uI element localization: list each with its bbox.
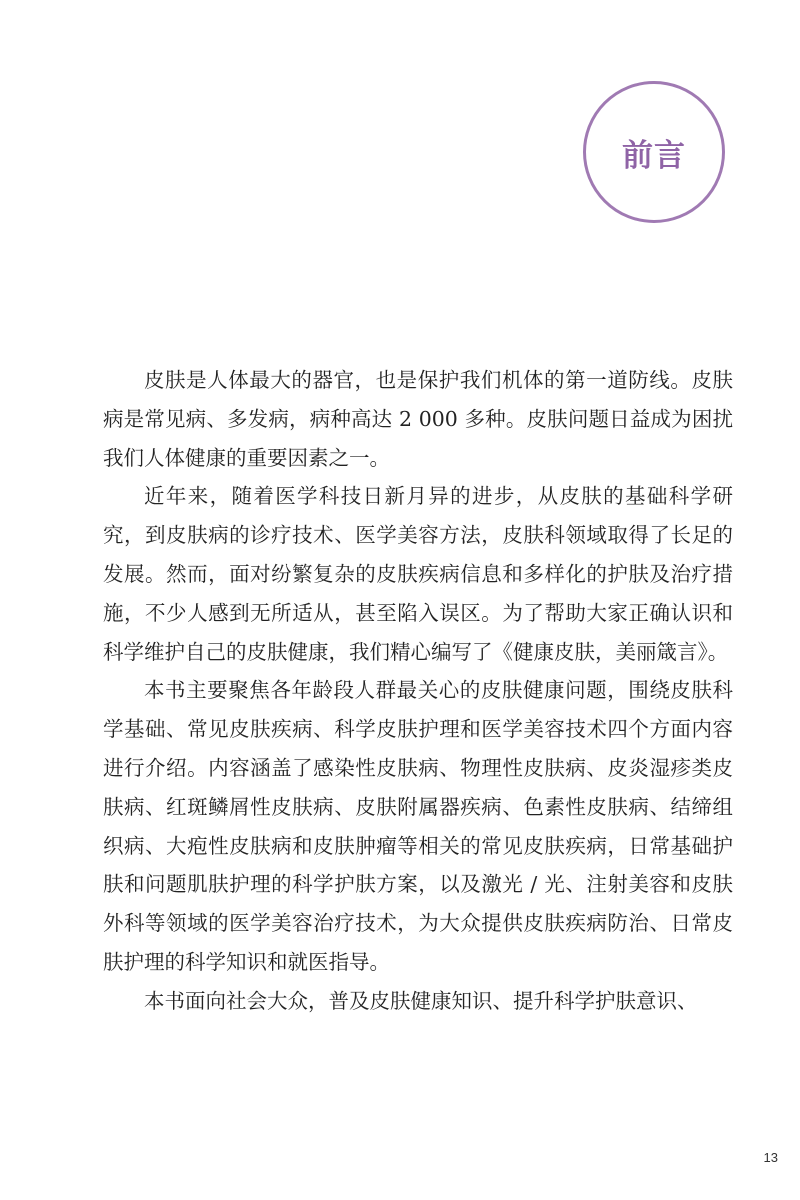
paragraph: 近年来，随着医学科技日新月异的进步，从皮肤的基础科学研究，到皮肤病的诊疗技术、医学美容方法，皮肤科领域取得了长足的发展。然而，面对纷繁复杂的皮肤疾病信息和多样化的护肤及治疗措施，不少人感到无所适从，甚至陷入误区。为了帮助大家正确认识和科学维护自己的皮肤健康，我们精心编写了《健康皮肤，美丽箴言》。 [103,484,733,664]
paragraph: 本书面向社会大众，普及皮肤健康知识、提升科学护肤意识、 [144,988,698,1013]
title-circle [583,81,725,223]
page-number: 13 [763,1150,778,1165]
body-text [103,361,733,1021]
page-title: 前言 [622,137,686,174]
paragraph: 本书主要聚焦各年龄段人群最关心的皮肤健康问题，围绕皮肤科学基础、常见皮肤疾病、科学皮肤护理和医学美容技术四个方面内容进行介绍。内容涵盖了感染性皮肤病、物理性皮肤病、皮炎湿疹类皮肤病、红斑鳞屑性皮肤病、皮肤附属器疾病、色素性皮肤病、结缔组织病、大疱性皮肤病和皮肤肿瘤等相关的常见皮肤疾病，日常基础护肤和问题肌肤护理的科学护肤方案，以及激光 / 光、注射美容和皮肤外科等领域的医学美容治疗技术，为大众提供皮肤疾病防治、日常皮肤护理的科学知识和就医指导。 [103,678,733,974]
paragraph: 皮肤是人体最大的器官，也是保护我们机体的第一道防线。皮肤病是常见病、多发病，病种高达 2 000 多种。皮肤问题日益成为困扰我们人体健康的重要因素之一。 [103,368,733,470]
